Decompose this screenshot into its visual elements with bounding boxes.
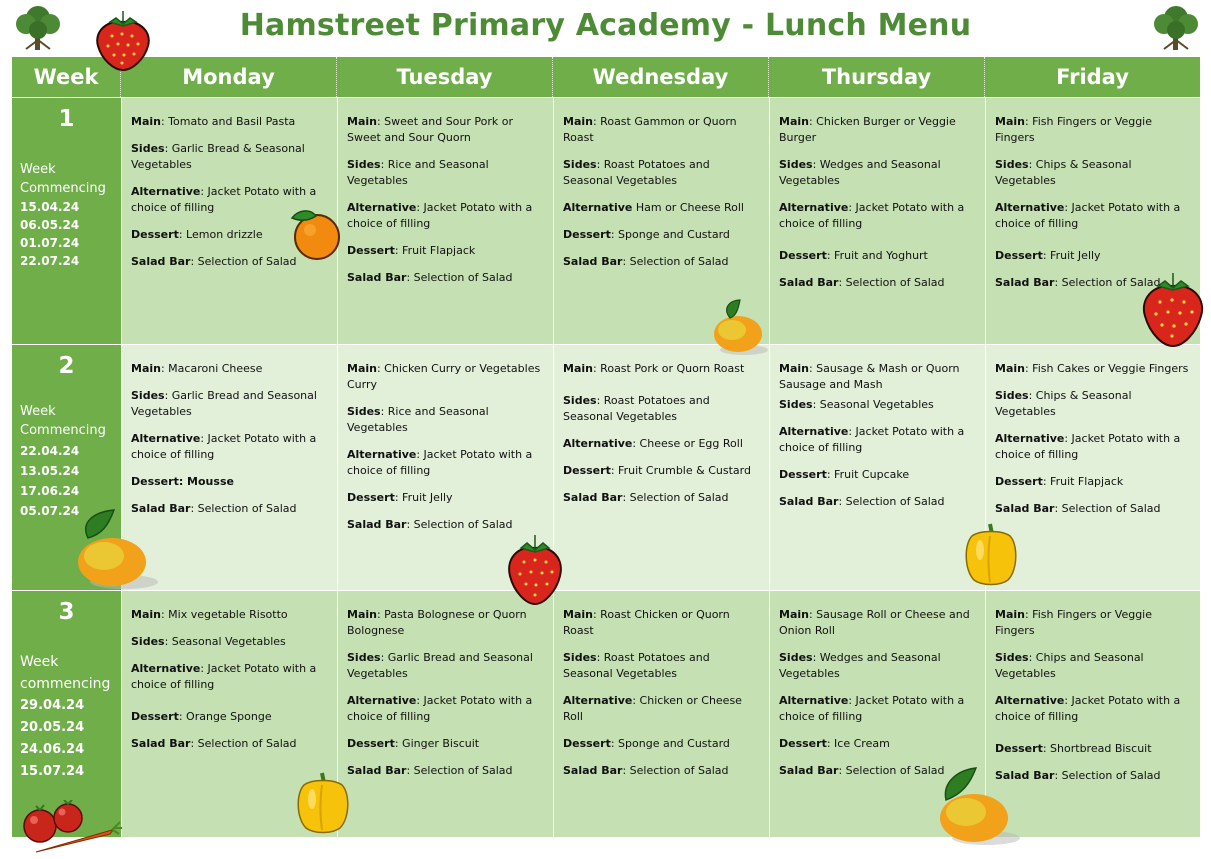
tree-icon [1150, 4, 1202, 52]
pepper-icon [960, 520, 1022, 588]
menu-cell-w3-wednesday: Main: Roast Chicken or Quorn Roast Sides: Roast Potatoes and Seasonal Vegetables Alternative: Chicken or Cheese Roll Dessert: Sponge and Custard Salad Bar: Selection of Salad [553, 590, 769, 837]
menu-cell-w3-thursday: Main: Sausage Roll or Cheese and Onion Roll Sides: Wedges and Seasonal Vegetables Alternative: Jacket Potato with a choice of filling Dessert: Ice Cream Salad Bar: Selection of Salad [769, 590, 985, 837]
header-tuesday: Tuesday [337, 57, 553, 97]
header-wednesday: Wednesday [553, 57, 769, 97]
page-title: Hamstreet Primary Academy - Lunch Menu [239, 8, 972, 43]
menu-cell-w2-thursday: Main: Sausage & Mash or Quorn Sausage and Mash Sides: Seasonal Vegetables Alternative: Jacket Potato with a choice of filling Dessert: Fruit Cupcake Salad Bar: Selection of Salad [769, 344, 985, 590]
week-commencing-label: Week commencing [20, 654, 111, 692]
strawberry-icon [504, 532, 566, 608]
menu-cell-w3-monday: Main: Mix vegetable Risotto Sides: Seasonal Vegetables Alternative: Jacket Potato with a choice of filling Dessert: Orange Sponge Salad Bar: Selection of Salad [121, 590, 337, 837]
menu-cell-w1-monday: Main: Tomato and Basil Pasta Sides: Garlic Bread & Seasonal Vegetables Alternative: Jacket Potato with a choice of filling Dessert: Lemon drizzle Salad Bar: Selection of Salad [121, 97, 337, 344]
menu-cell-w1-thursday: Main: Chicken Burger or Veggie Burger Sides: Wedges and Seasonal Vegetables Alternative: Jacket Potato with a choice of filling Dessert: Fruit and Yoghurt Salad Bar: Selection of Salad [769, 97, 985, 344]
menu-cell-w2-monday: Main: Macaroni Cheese Sides: Garlic Bread and Seasonal Vegetables Alternative: Jacket Potato with a choice of filling Dessert: Mousse Salad Bar: Selection of Salad [121, 344, 337, 590]
mango-icon [74, 508, 164, 592]
menu-cell-w1-wednesday: Main: Roast Gammon or Quorn Roast Sides: Roast Potatoes and Seasonal Vegetables Alternative Ham or Cheese Roll Dessert: Sponge and Custard Salad Bar: Selection of Salad [553, 97, 769, 344]
tomato-carrot-icon [16, 800, 124, 856]
strawberry-icon [1138, 270, 1208, 350]
header-friday: Friday [985, 57, 1200, 97]
mango-icon [708, 298, 770, 358]
orange-icon [288, 206, 344, 262]
week-number: 3 [58, 599, 75, 625]
menu-cell-w1-tuesday: Main: Sweet and Sour Pork or Sweet and Sour Quorn Sides: Rice and Seasonal Vegetables Alternative: Jacket Potato with a choice of filling Dessert: Fruit Flapjack Salad Bar: Selection of Salad [337, 97, 553, 344]
tree-icon [12, 4, 64, 52]
menu-table [12, 57, 1200, 837]
week-dates: 22.04.24 13.05.24 17.06.24 05.07.24 [20, 444, 80, 518]
menu-cell-w2-tuesday: Main: Chicken Curry or Vegetables Curry Sides: Rice and Seasonal Vegetables Alternative: Jacket Potato with a choice of filling Dessert: Fruit Jelly Salad Bar: Selection of Salad [337, 344, 553, 590]
header-week: Week [12, 57, 121, 97]
menu-cell-w1-friday: Main: Fish Fingers or Veggie Fingers Sides: Chips & Seasonal Vegetables Alternative: Jacket Potato with a choice of filling Dessert: Fruit Jelly Salad Bar: Selection of Salad [985, 97, 1200, 344]
mango-icon [936, 766, 1026, 848]
menu-cell-w2-wednesday: Main: Roast Pork or Quorn Roast Sides: Roast Potatoes and Seasonal Vegetables Alternative: Cheese or Egg Roll Dessert: Fruit Crumble & Custard Salad Bar: Selection of Salad [553, 344, 769, 590]
header-monday: Monday [121, 57, 337, 97]
week-commencing-label: Week Commencing [20, 162, 106, 196]
week-number: 1 [58, 106, 75, 132]
strawberry-icon [92, 8, 154, 72]
header-thursday: Thursday [769, 57, 985, 97]
week-number: 2 [58, 353, 75, 379]
week-commencing-label: Week Commencing [20, 404, 106, 438]
week-1-label [12, 97, 121, 344]
menu-cell-w3-friday: Main: Fish Fingers or Veggie Fingers Sides: Chips and Seasonal Vegetables Alternative: Jacket Potato with a choice of filling Dessert: Shortbread Biscuit Salad Bar: Selection of Salad [985, 590, 1200, 837]
menu-cell-w3-tuesday: Main: Pasta Bolognese or Quorn Bolognese Sides: Garlic Bread and Seasonal Vegetables Alternative: Jacket Potato with a choice of filling Dessert: Ginger Biscuit Salad Bar: Selection of Salad [337, 590, 553, 837]
week-dates: 15.04.24 06.05.24 01.07.24 22.07.24 [20, 200, 80, 268]
week-dates: 29.04.24 20.05.24 24.06.24 15.07.24 [20, 698, 85, 779]
pepper-icon [292, 770, 354, 836]
menu-cell-w2-friday: Main: Fish Cakes or Veggie Fingers Sides: Chips & Seasonal Vegetables Alternative: Jacket Potato with a choice of filling Dessert: Fruit Flapjack Salad Bar: Selection of Salad [985, 344, 1200, 590]
